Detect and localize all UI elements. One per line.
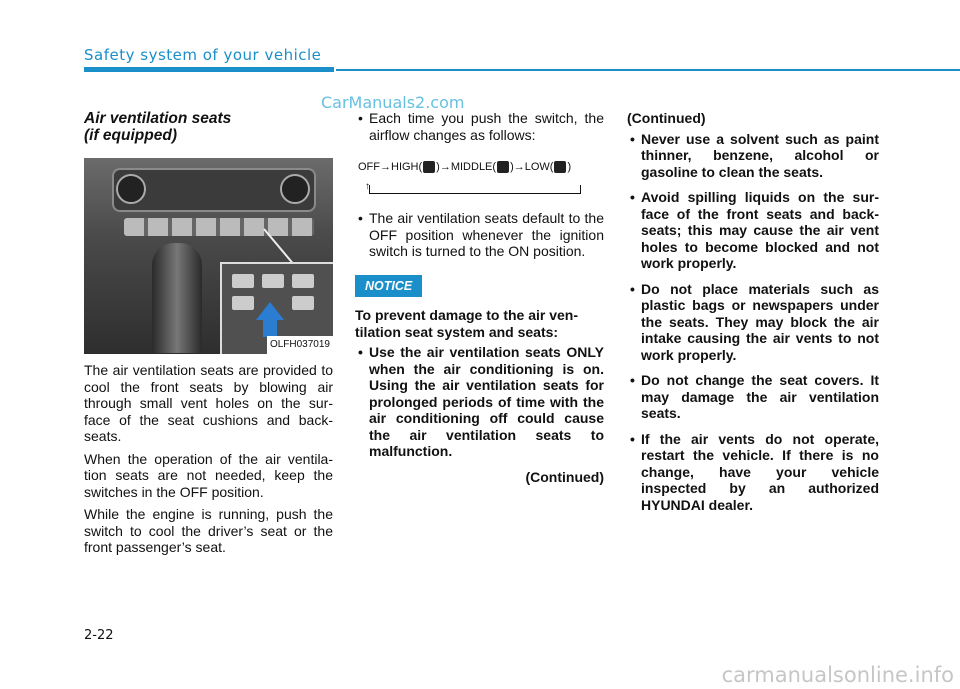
section-title-sub: (if equipped) [84, 127, 177, 144]
watermark-top: CarManuals2.com [321, 93, 465, 112]
header-rule-thin [336, 69, 960, 71]
switch [292, 296, 314, 310]
seat-high-icon [423, 161, 435, 173]
image-code: OLFH037019 [267, 336, 333, 355]
notice-heading: To prevent damage to the air ven-tilation seat system and seats: [355, 307, 579, 340]
flow-off-high: OFF→HIGH( [358, 161, 423, 173]
section-title [84, 110, 333, 144]
right-knob [280, 174, 310, 204]
page-number: 2-22 [84, 628, 114, 643]
bullet-item: • The air ventilation seats default to the OFF position whenever the ignition switch is turned to the ON position. [355, 210, 604, 260]
airflow-line [358, 159, 571, 176]
console-photo [84, 158, 333, 354]
section-header: Safety system of your vehicle [84, 46, 322, 64]
up-arrow-stem [263, 319, 277, 337]
switch [232, 274, 254, 288]
column-1 [84, 110, 333, 562]
bullet-item: • Each time you push the switch, the airflow changes as follows: [355, 110, 604, 143]
seat-low-icon [554, 161, 566, 173]
flow-middle: )→MIDDLE( [436, 161, 497, 173]
section-title-main: Air ventilation seats [84, 110, 232, 127]
continued-label: (Continued) [525, 468, 604, 485]
continued-label: (Continued) [627, 110, 706, 126]
column-2 [355, 110, 604, 485]
column-3 [627, 110, 879, 522]
paragraph: When the operation of the air ventila-tion seats are not needed, keep the switches in the OFF position. [84, 450, 333, 500]
bullet-item: • Do not change the seat covers. It may damage the air ventilation seats. [627, 372, 879, 422]
paragraph: While the engine is running, push the switch to cool the driver’s seat or the front passenger’s seat. [84, 506, 333, 555]
header-rule-thick [84, 67, 334, 72]
bullet-item: • Never use a solvent such as paint thinner, benzene, alcohol or gasoline to clean the seats. [627, 131, 879, 181]
bullet-item: • If the air vents do not operate, restart the vehicle. If there is no change, have your vehicle inspected by an authorized HYUNDAI dealer. [627, 431, 879, 514]
bullet-item: • Use the air ventilation seats ONLY when the air conditioning is on. Using the air ventilation seats for prolonged periods of time with the air conditioning off could cause the air ventilation seats to malfunction. [355, 344, 604, 460]
left-knob [116, 174, 146, 204]
switch [262, 274, 284, 288]
bullet-item: • Do not place materials such as plastic bags or newspapers under the seats. They may block the air intake causing the air vents to not work properly. [627, 281, 879, 364]
airflow-sequence [355, 152, 604, 200]
gear-shifter [152, 243, 202, 353]
watermark-bottom: carmanualsonline.info [721, 663, 954, 687]
switch [292, 274, 314, 288]
seat-middle-icon [497, 161, 509, 173]
bullet-item: • Avoid spilling liquids on the sur-face of the front seats and back-seats; this may cause the air vent holes to become blocked and not work properly. [627, 189, 879, 272]
return-line [369, 185, 581, 194]
flow-end: ) [567, 161, 572, 173]
button-row [124, 218, 314, 236]
return-arrow-icon: ↑ [365, 181, 370, 192]
switch [232, 296, 254, 310]
paragraph: The air ventilation seats are provided to cool the front seats by blowing air through small vent holes on the sur-face of the seat cushions and back-seats. [84, 362, 333, 444]
notice-badge: NOTICE [355, 275, 422, 298]
flow-low: )→LOW( [510, 161, 554, 173]
up-arrow-icon [256, 302, 284, 320]
